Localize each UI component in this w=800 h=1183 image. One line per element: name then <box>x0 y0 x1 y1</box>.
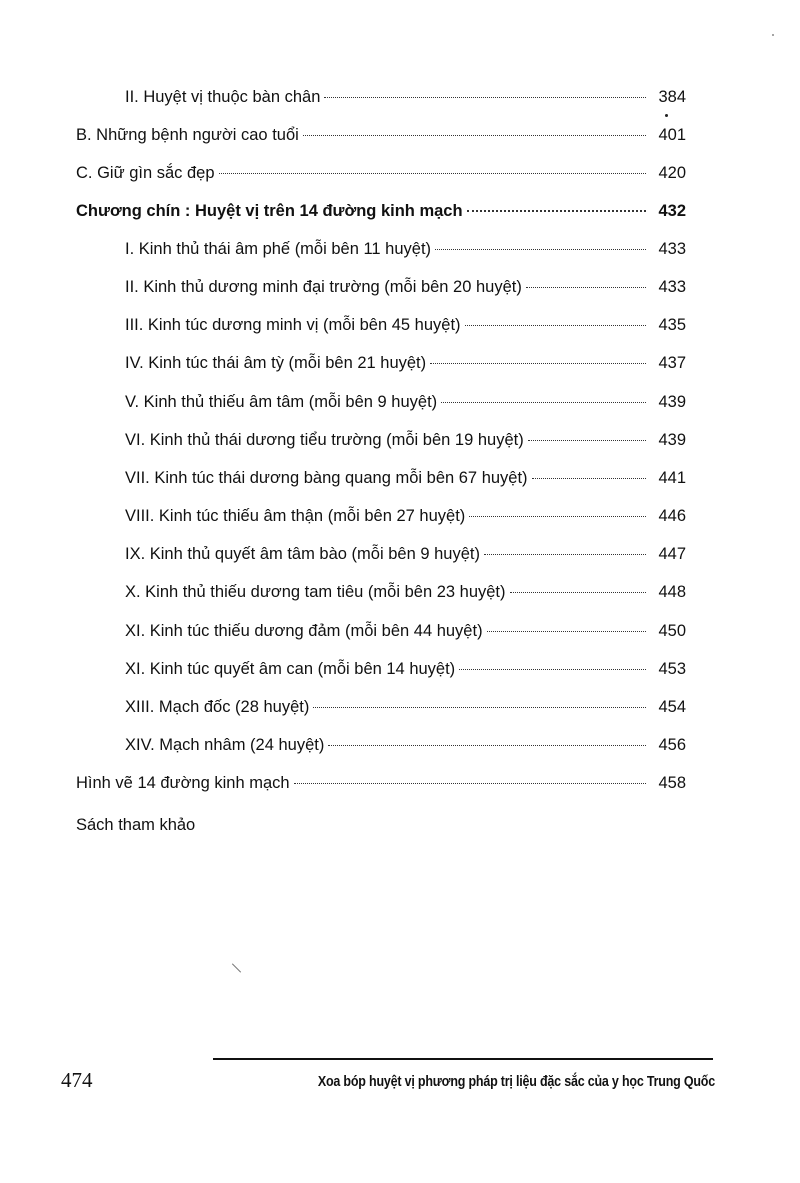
toc-dot-leader <box>510 592 647 593</box>
toc-entry-title: II. Kinh thủ dương minh đại trường (mỗi bên 20 huyệt) <box>125 278 522 296</box>
toc-entry-page: 456 <box>658 736 686 754</box>
toc-dot-leader <box>328 745 646 746</box>
toc-entry-page: 384 <box>658 88 686 106</box>
toc-dot-leader <box>469 516 646 517</box>
running-title: Xoa bóp huyệt vị phương pháp trị liệu đặc sắc của y học Trung Quốc <box>317 1073 715 1090</box>
toc-entry-title: III. Kinh túc dương minh vị (mỗi bên 45 huyệt) <box>125 316 461 334</box>
toc-entry-page: 454 <box>658 698 686 716</box>
toc-entry <box>76 162 686 184</box>
toc-entry-title: X. Kinh thủ thiếu dương tam tiêu (mỗi bên 23 huyệt) <box>125 583 506 601</box>
toc-entry-title: B. Những bệnh người cao tuổi <box>76 126 299 144</box>
print-speck <box>772 34 774 36</box>
toc-dot-leader <box>532 478 646 479</box>
toc-entry <box>125 429 686 451</box>
toc-entry-title: C. Giữ gìn sắc đẹp <box>76 164 215 182</box>
footer-rule <box>213 1058 713 1060</box>
toc-dot-leader <box>324 97 646 98</box>
toc-dot-leader <box>294 783 646 784</box>
toc-entry <box>125 543 686 565</box>
toc-entry <box>125 581 686 603</box>
toc-entry <box>125 620 686 642</box>
toc-entry-page: 420 <box>658 164 686 182</box>
toc-entry-page: 433 <box>658 240 686 258</box>
toc-entry-page: 439 <box>658 393 686 411</box>
toc-dot-leader <box>484 554 646 555</box>
toc-entry-page: 447 <box>658 545 686 563</box>
toc-dot-leader <box>219 173 646 174</box>
toc-entry-page: 450 <box>658 622 686 640</box>
toc-entry <box>125 314 686 336</box>
toc-entry <box>125 696 686 718</box>
toc-entry-title: XIV. Mạch nhâm (24 huyệt) <box>125 736 325 754</box>
toc-entry-page: 453 <box>658 660 686 678</box>
toc-dot-leader <box>303 135 646 136</box>
print-speck <box>665 114 668 117</box>
toc-entry-title: IV. Kinh túc thái âm tỳ (mỗi bên 21 huyệt) <box>125 354 427 372</box>
toc-entry <box>125 276 686 298</box>
toc-entry-page: 446 <box>658 507 686 525</box>
toc-entry-title: VII. Kinh túc thái dương bàng quang mỗi bên 67 huyệt) <box>125 469 528 487</box>
toc-entry <box>125 658 686 680</box>
toc-dot-leader <box>459 669 646 670</box>
toc-entry-title: XIII. Mạch đốc (28 huyệt) <box>125 698 310 716</box>
toc-dot-leader <box>441 402 646 403</box>
toc-entry-page: 437 <box>658 354 686 372</box>
toc-entry <box>76 124 686 146</box>
toc-dot-leader <box>467 210 646 212</box>
toc-entry <box>125 505 686 527</box>
toc-entry-page: 439 <box>658 431 686 449</box>
toc-entry <box>125 467 686 489</box>
toc-dot-leader <box>313 707 646 708</box>
toc-entry-page: 435 <box>658 316 686 334</box>
toc-dot-leader <box>487 631 646 632</box>
toc-entry-page: 448 <box>658 583 686 601</box>
toc-dot-leader <box>465 325 646 326</box>
toc-entry-title: Sách tham khảo <box>76 816 196 834</box>
toc-entry <box>125 352 686 374</box>
toc-entry <box>125 391 686 413</box>
toc-entry-title: IX. Kinh thủ quyết âm tâm bào (mỗi bên 9 huyệt) <box>125 545 480 563</box>
toc-entry <box>125 238 686 260</box>
toc-entry-title: Hình vẽ 14 đường kinh mạch <box>76 774 290 792</box>
toc-entry-title: Chương chín : Huyệt vị trên 14 đường kinh mạch <box>76 202 463 220</box>
toc-entry <box>125 734 686 756</box>
toc-dot-leader <box>528 440 646 441</box>
toc-entry-title: VIII. Kinh túc thiếu âm thận (mỗi bên 27 huyệt) <box>125 507 466 525</box>
toc-dot-leader <box>435 249 646 250</box>
toc-entry-title: XI. Kinh túc thiếu dương đảm (mỗi bên 44 huyệt) <box>125 622 483 640</box>
toc-entry-page: 433 <box>658 278 686 296</box>
toc-entry <box>125 86 686 108</box>
toc-entry-title: V. Kinh thủ thiếu âm tâm (mỗi bên 9 huyệt) <box>125 393 438 411</box>
toc-dot-leader <box>526 287 646 288</box>
toc-entry-references <box>76 814 686 836</box>
toc-entry-title: II. Huyệt vị thuộc bàn chân <box>125 88 321 106</box>
toc-entry-page: 432 <box>658 202 686 220</box>
toc-entry-title: VI. Kinh thủ thái dương tiểu trường (mỗi bên 19 huyệt) <box>125 431 524 449</box>
toc-entry-title: XI. Kinh túc quyết âm can (mỗi bên 14 huyệt) <box>125 660 456 678</box>
page-number: 474 <box>61 1068 93 1092</box>
toc-entry-page: 401 <box>658 126 686 144</box>
toc-dot-leader <box>430 363 646 364</box>
toc-entry-page: 458 <box>658 774 686 792</box>
toc-entry-page: 441 <box>658 469 686 487</box>
toc-entry <box>76 772 686 794</box>
toc-entry-title: I. Kinh thủ thái âm phế (mỗi bên 11 huyệt) <box>125 240 432 258</box>
toc-chapter-heading <box>76 200 686 222</box>
print-speck <box>232 963 241 972</box>
